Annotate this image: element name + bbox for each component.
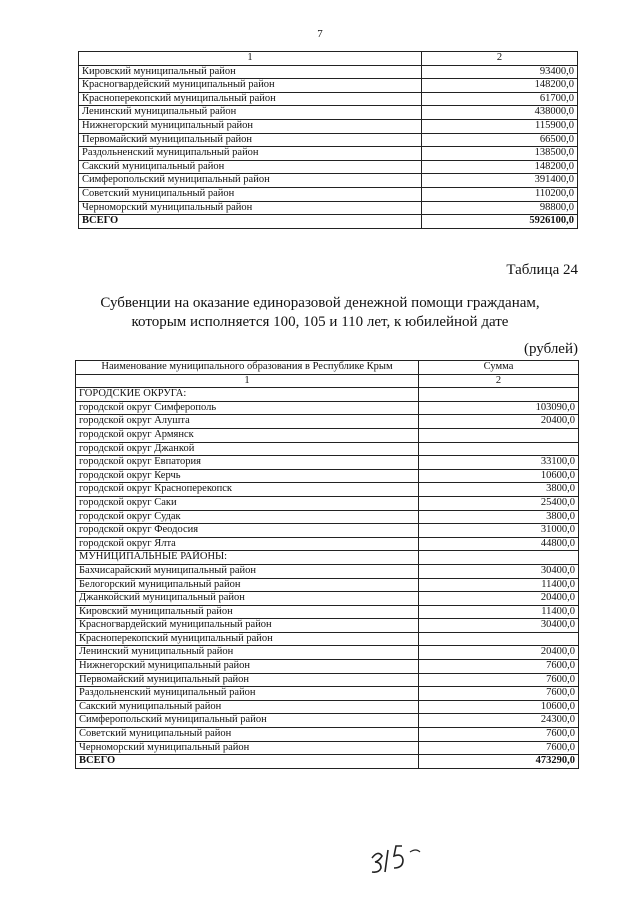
amount-cell: 7600,0 <box>419 660 579 674</box>
municipality-name-cell: Советский муниципальный район <box>76 728 419 742</box>
municipality-name-cell: Красноперекопский муниципальный район <box>76 632 419 646</box>
table-row <box>76 728 579 742</box>
amount-cell <box>419 442 579 456</box>
district-name-cell: Нижнегорский муниципальный район <box>79 119 422 133</box>
amount-cell <box>419 632 579 646</box>
total-row <box>76 755 579 769</box>
amount-cell: 115900,0 <box>422 119 578 133</box>
table-row <box>79 174 578 188</box>
municipality-name-cell: Симферопольский муниципальный район <box>76 714 419 728</box>
column-header-sum: Сумма <box>419 361 579 375</box>
table-row <box>79 133 578 147</box>
section-municipal-districts <box>76 551 579 565</box>
amount-cell: 20400,0 <box>419 592 579 606</box>
section-title-cell: ГОРОДСКИЕ ОКРУГА: <box>76 388 419 402</box>
district-name-cell: Сакский муниципальный район <box>79 160 422 174</box>
municipality-name-cell: городской округ Ялта <box>76 537 419 551</box>
table-header-row <box>79 52 578 66</box>
table-row <box>76 469 579 483</box>
table-row <box>76 537 579 551</box>
table-row <box>79 119 578 133</box>
municipality-name-cell: городской округ Евпатория <box>76 456 419 470</box>
municipality-name-cell: городской округ Джанкой <box>76 442 419 456</box>
municipality-name-cell: Сакский муниципальный район <box>76 700 419 714</box>
amount-cell: 103090,0 <box>419 401 579 415</box>
amount-cell: 10600,0 <box>419 700 579 714</box>
table-row <box>76 524 579 538</box>
amount-cell: 30400,0 <box>419 564 579 578</box>
total-label-cell: ВСЕГО <box>76 755 419 769</box>
table-continued <box>78 51 578 229</box>
table-row <box>76 592 579 606</box>
table-row <box>76 660 579 674</box>
amount-cell: 148200,0 <box>422 79 578 93</box>
municipality-name-cell: Кировский муниципальный район <box>76 605 419 619</box>
municipality-name-cell: городской округ Алушта <box>76 415 419 429</box>
total-row <box>79 215 578 229</box>
table-row <box>76 564 579 578</box>
table-row <box>76 673 579 687</box>
amount-cell: 3800,0 <box>419 510 579 524</box>
municipality-name-cell: городской округ Симферополь <box>76 401 419 415</box>
table-number-row <box>76 374 579 388</box>
table-row <box>76 619 579 633</box>
table-row <box>76 415 579 429</box>
total-amount-cell: 473290,0 <box>419 755 579 769</box>
total-amount-cell: 5926100,0 <box>422 215 578 229</box>
handwritten-signature <box>368 838 428 874</box>
amount-cell: 7600,0 <box>419 728 579 742</box>
table-row <box>79 147 578 161</box>
page-number: 7 <box>317 28 323 40</box>
total-label-cell: ВСЕГО <box>79 215 422 229</box>
district-name-cell: Первомайский муниципальный район <box>79 133 422 147</box>
table-row <box>76 456 579 470</box>
table-row <box>79 160 578 174</box>
amount-cell: 66500,0 <box>422 133 578 147</box>
column-number-cell: 1 <box>79 52 422 66</box>
municipality-name-cell: Красногвардейский муниципальный район <box>76 619 419 633</box>
district-name-cell: Красногвардейский муниципальный район <box>79 79 422 93</box>
table-row <box>79 65 578 79</box>
table-24 <box>75 360 579 769</box>
municipality-name-cell: городской округ Судак <box>76 510 419 524</box>
column-number-cell: 2 <box>419 374 579 388</box>
table-row <box>76 401 579 415</box>
amount-cell: 24300,0 <box>419 714 579 728</box>
district-name-cell: Черноморский муниципальный район <box>79 201 422 215</box>
table-row <box>79 201 578 215</box>
table-row <box>79 92 578 106</box>
table-row <box>76 442 579 456</box>
amount-cell: 31000,0 <box>419 524 579 538</box>
table-row <box>79 187 578 201</box>
table-caption <box>0 294 640 332</box>
amount-cell: 30400,0 <box>419 619 579 633</box>
column-number-cell: 2 <box>422 52 578 66</box>
district-name-cell: Симферопольский муниципальный район <box>79 174 422 188</box>
municipality-name-cell: городской округ Саки <box>76 496 419 510</box>
amount-cell: 25400,0 <box>419 496 579 510</box>
district-name-cell: Кировский муниципальный район <box>79 65 422 79</box>
amount-cell: 138500,0 <box>422 147 578 161</box>
municipality-name-cell: Первомайский муниципальный район <box>76 673 419 687</box>
amount-cell: 61700,0 <box>422 92 578 106</box>
amount-cell: 11400,0 <box>419 605 579 619</box>
amount-cell: 7600,0 <box>419 687 579 701</box>
district-name-cell: Советский муниципальный район <box>79 187 422 201</box>
municipality-name-cell: городской округ Феодосия <box>76 524 419 538</box>
column-number-cell: 1 <box>76 374 419 388</box>
municipality-name-cell: Черноморский муниципальный район <box>76 741 419 755</box>
table-row <box>76 700 579 714</box>
table-row <box>76 741 579 755</box>
amount-cell: 7600,0 <box>419 741 579 755</box>
table-row <box>76 646 579 660</box>
amount-cell: 33100,0 <box>419 456 579 470</box>
amount-cell: 391400,0 <box>422 174 578 188</box>
table-row <box>76 510 579 524</box>
table-row <box>76 496 579 510</box>
amount-cell: 438000,0 <box>422 106 578 120</box>
table-row <box>76 428 579 442</box>
caption-line-2: которым исполняется 100, 105 и 110 лет, к юбилейной дате <box>131 314 509 330</box>
municipality-name-cell: Джанкойский муниципальный район <box>76 592 419 606</box>
amount-cell: 3800,0 <box>419 483 579 497</box>
amount-cell: 93400,0 <box>422 65 578 79</box>
column-header-name: Наименование муниципального образования в Республике Крым <box>76 361 419 375</box>
municipality-name-cell: Белогорский муниципальный район <box>76 578 419 592</box>
table-row <box>79 79 578 93</box>
amount-cell <box>419 428 579 442</box>
table-row <box>76 483 579 497</box>
section-city-districts <box>76 388 579 402</box>
amount-cell: 20400,0 <box>419 415 579 429</box>
amount-cell: 7600,0 <box>419 673 579 687</box>
caption-line-1: Субвенции на оказание единоразовой денежной помощи гражданам, <box>100 295 540 311</box>
amount-cell: 148200,0 <box>422 160 578 174</box>
amount-cell: 11400,0 <box>419 578 579 592</box>
amount-cell: 44800,0 <box>419 537 579 551</box>
empty-cell <box>419 551 579 565</box>
municipality-name-cell: городской округ Красноперекопск <box>76 483 419 497</box>
table-header-row <box>76 361 579 375</box>
district-name-cell: Ленинский муниципальный район <box>79 106 422 120</box>
table-row <box>76 687 579 701</box>
table-row <box>76 632 579 646</box>
municipality-name-cell: городской округ Армянск <box>76 428 419 442</box>
municipality-name-cell: Бахчисарайский муниципальный район <box>76 564 419 578</box>
table-row <box>76 714 579 728</box>
district-name-cell: Раздольненский муниципальный район <box>79 147 422 161</box>
municipality-name-cell: Нижнегорский муниципальный район <box>76 660 419 674</box>
district-name-cell: Красноперекопский муниципальный район <box>79 92 422 106</box>
unit-label: (рублей) <box>523 341 578 357</box>
table-row <box>76 578 579 592</box>
municipality-name-cell: городской округ Керчь <box>76 469 419 483</box>
amount-cell: 10600,0 <box>419 469 579 483</box>
empty-cell <box>419 388 579 402</box>
municipality-name-cell: Раздольненский муниципальный район <box>76 687 419 701</box>
amount-cell: 110200,0 <box>422 187 578 201</box>
section-title-cell: МУНИЦИПАЛЬНЫЕ РАЙОНЫ: <box>76 551 419 565</box>
table-label: Таблица 24 <box>506 262 578 278</box>
amount-cell: 98800,0 <box>422 201 578 215</box>
amount-cell: 20400,0 <box>419 646 579 660</box>
municipality-name-cell: Ленинский муниципальный район <box>76 646 419 660</box>
table-row <box>79 106 578 120</box>
table-row <box>76 605 579 619</box>
